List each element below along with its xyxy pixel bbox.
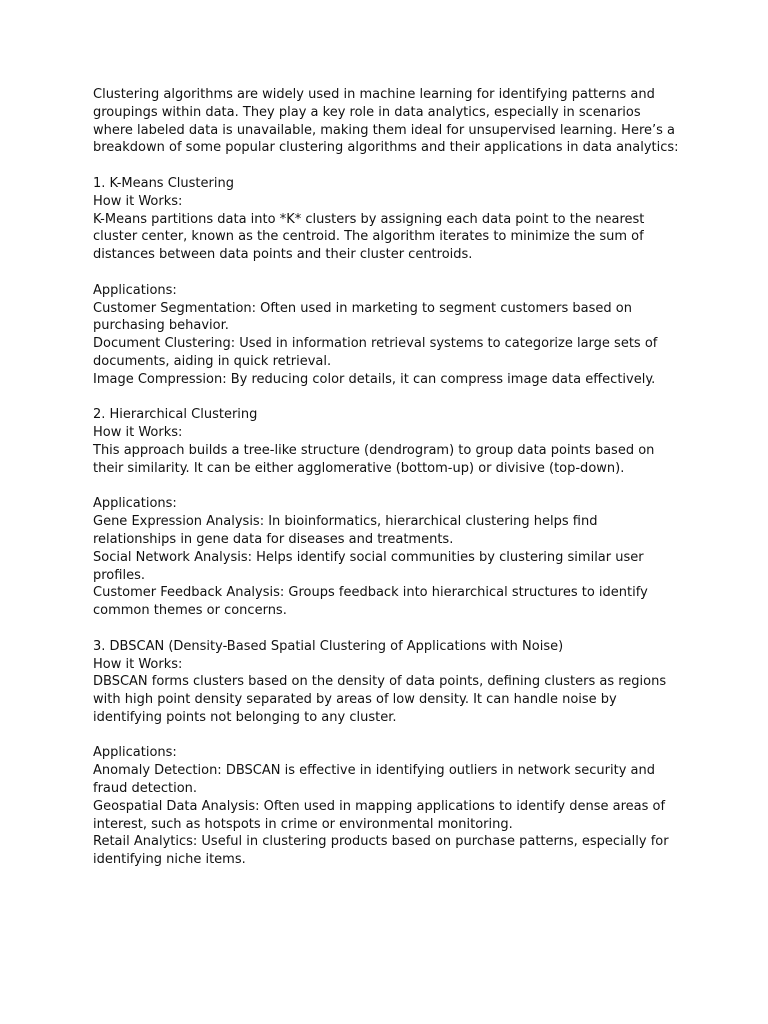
application-item: Customer Segmentation: Often used in marketing to segment customers based on purchasing behavior. xyxy=(93,300,632,334)
section-heading-kmeans: 1. K-Means Clustering xyxy=(93,175,234,191)
blank-line xyxy=(93,389,683,407)
application-item: Document Clustering: Used in information retrieval systems to categorize large sets of documents, aiding in quick retrieval. xyxy=(93,336,658,369)
application-item: Geospatial Data Analysis: Often used in mapping applications to identify dense areas of interest, such as hotspots in crime or environmental monitoring. xyxy=(93,798,666,832)
blank-line xyxy=(93,264,683,282)
application-item: Gene Expression Analysis: In bioinformatics, hierarchical clustering helps find relationships in gene data for diseases and treatments. xyxy=(93,514,598,547)
applications-label: Applications: xyxy=(93,745,177,761)
how-it-works-text: This approach builds a tree-like structure (dendrogram) to group data points based on their similarity. It can be either agglomerative (bottom-up) or divisive (top-down). xyxy=(93,442,655,476)
document-body xyxy=(93,86,683,869)
application-item: Anomaly Detection: DBSCAN is effective in identifying outliers in network security and fraud detection. xyxy=(93,763,655,797)
blank-line xyxy=(93,620,683,638)
how-it-works-text: K-Means partitions data into *K* clusters by assigning each data point to the nearest cluster center, known as the centroid. The algorithm iterates to minimize the sum of distances between data points and their cluster centroids. xyxy=(93,211,645,263)
section-heading-hierarchical: 2. Hierarchical Clustering xyxy=(93,407,258,423)
applications-label: Applications: xyxy=(93,282,177,298)
blank-line xyxy=(93,157,683,175)
how-it-works-text: DBSCAN forms clusters based on the density of data points, defining clusters as regions with high point density separated by areas of low density. It can handle noise by identifying points not belonging to any cluster. xyxy=(93,674,667,725)
applications-label: Applications: xyxy=(93,496,177,512)
blank-line xyxy=(93,727,683,745)
application-item: Retail Analytics: Useful in clustering products based on purchase patterns, especially for identifying niche items. xyxy=(93,834,669,868)
how-it-works-label: How it Works: xyxy=(93,656,183,672)
application-item: Image Compression: By reducing color details, it can compress image data effectively. xyxy=(93,371,656,387)
application-item: Social Network Analysis: Helps identify social communities by clustering similar user profiles. xyxy=(93,549,644,583)
section-heading-dbscan: 3. DBSCAN (Density-Based Spatial Clustering of Applications with Noise) xyxy=(93,638,564,654)
application-item: Customer Feedback Analysis: Groups feedback into hierarchical structures to identify common themes or concerns. xyxy=(93,585,648,619)
how-it-works-label: How it Works: xyxy=(93,425,183,441)
how-it-works-label: How it Works: xyxy=(93,193,183,209)
intro-paragraph: Clustering algorithms are widely used in machine learning for identifying patterns and groupings within data. They play a key role in data analytics, especially in scenarios where labeled data is unavailable, making them ideal for unsupervised learning. Here’s a breakdown of some popular clustering algorithms and their applications in data analytics: xyxy=(93,87,679,156)
blank-line xyxy=(93,478,683,496)
